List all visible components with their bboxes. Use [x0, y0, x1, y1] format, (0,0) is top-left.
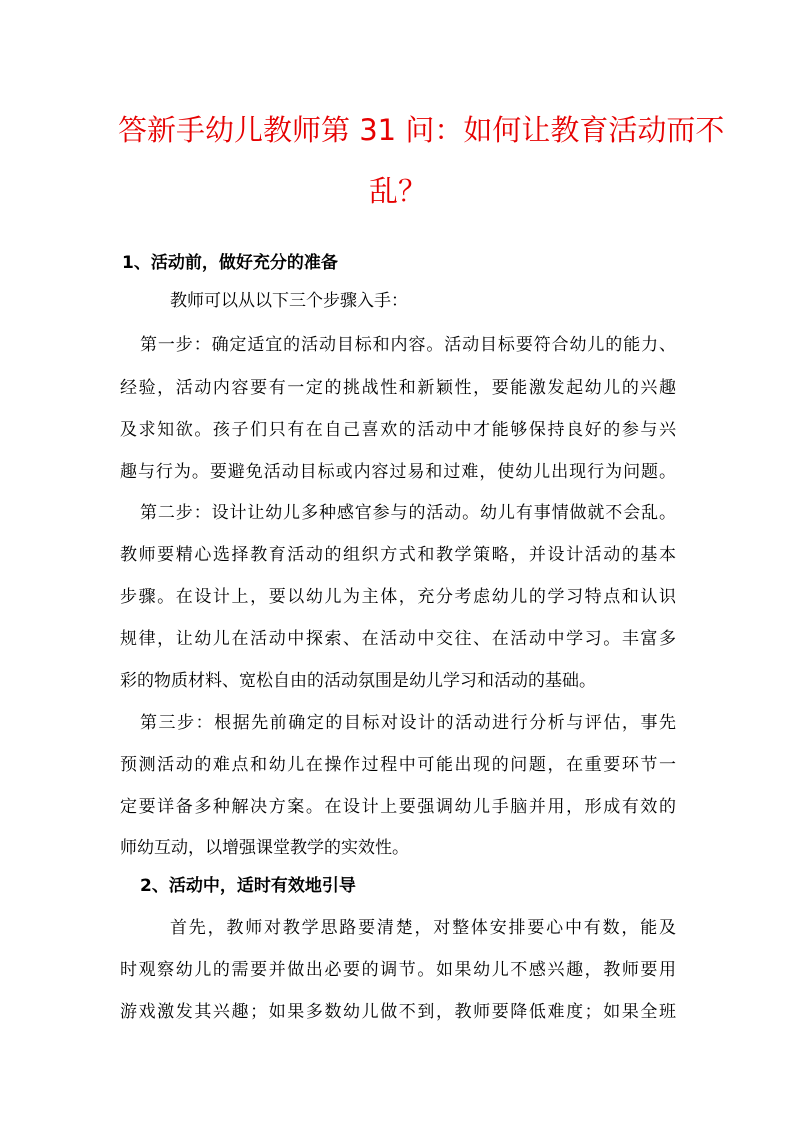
- step-1-line: 第一步：确定适宜的活动目标和内容。活动目标要符合幼儿的能力、: [140, 335, 676, 355]
- section-2-line: 首先，教师对教学思路要清楚，对整体安排要心中有数，能及: [170, 918, 676, 938]
- step-3-line: 预测活动的难点和幼儿在操作过程中可能出现的问题，在重要环节一: [120, 755, 676, 775]
- step-2-line: 第二步：设计让幼儿多种感官参与的活动。幼儿有事情做就不会乱。: [140, 503, 676, 523]
- section-1-intro: 教师可以从以下三个步骤入手：: [170, 291, 408, 311]
- step-2-line: 步骤。在设计上，要以幼儿为主体，充分考虑幼儿的学习特点和认识: [120, 587, 676, 607]
- step-2-line: 规律，让幼儿在活动中探索、在活动中交往、在活动中学习。丰富多: [120, 629, 676, 649]
- step-1-line: 趣与行为。要避免活动目标或内容过易和过难，使幼儿出现行为问题。: [120, 462, 676, 482]
- step-1-line: 及求知欲。孩子们只有在自己喜欢的活动中才能够保持良好的参与兴: [120, 420, 676, 440]
- document-title-line-1: 答新手幼儿教师第 31 问：如何让教育活动而不: [118, 113, 725, 147]
- section-1-heading: 1、活动前，做好充分的准备: [122, 253, 338, 273]
- step-2-line: 彩的物质材料、宽松自由的活动氛围是幼儿学习和活动的基础。: [120, 671, 596, 691]
- section-2-line: 游戏激发其兴趣；如果多数幼儿做不到，教师要降低难度；如果全班: [120, 1002, 676, 1022]
- document-title-line-2: 乱？: [368, 174, 427, 208]
- step-2-line: 教师要精心选择教育活动的组织方式和教学策略，并设计活动的基本: [120, 545, 676, 565]
- step-1-line: 经验，活动内容要有一定的挑战性和新颖性，要能激发起幼儿的兴趣: [120, 378, 676, 398]
- step-3-line: 师幼互动，以增强课堂教学的实效性。: [120, 838, 409, 858]
- step-3-line: 第三步：根据先前确定的目标对设计的活动进行分析与评估，事先: [140, 713, 676, 733]
- section-2-heading: 2、活动中，适时有效地引导: [140, 876, 356, 896]
- section-2-line: 时观察幼儿的需要并做出必要的调节。如果幼儿不感兴趣，教师要用: [120, 960, 676, 980]
- step-3-line: 定要详备多种解决方案。在设计上要强调幼儿手脑并用，形成有效的: [120, 797, 676, 817]
